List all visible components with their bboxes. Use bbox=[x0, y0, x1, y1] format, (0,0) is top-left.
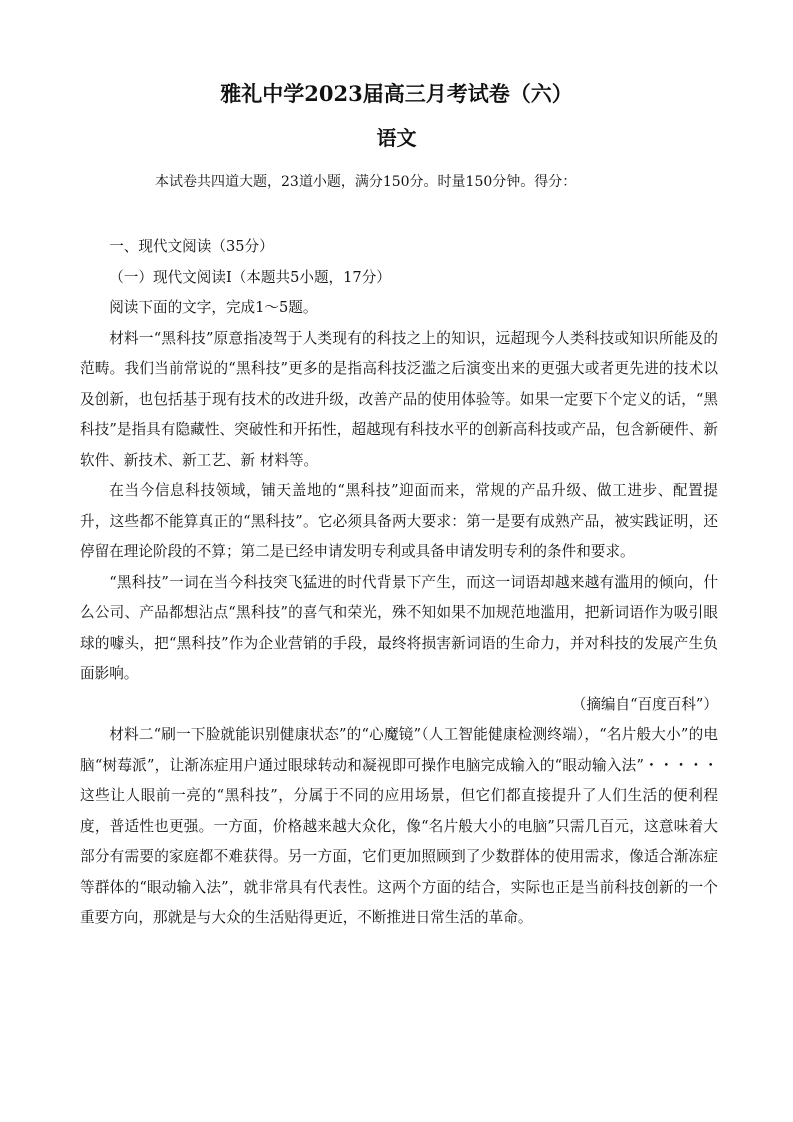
exam-title: 雅礼中学2023届高三月考试卷（六） bbox=[220, 81, 573, 106]
material-one-paragraph-1: 材料一“黑科技”原意指凌驾于人类现有的科技之上的知识，远超现今人类科技或知识所能及的范畴。我们当前常说的“黑科技”更多的是指高科技泛滥之后演变出来的更强大或者更先进的技术以及创新，也包括基于现有技术的改进升级，改善产品的使用体验等。如果一定要下个定义的话，“黑科技”是指具有隐藏性、突破性和开拓性，超越现有科技水平的创新高科技或产品，包含新硬件、新软件、新技术、新工艺、新 材料等。 bbox=[80, 329, 718, 469]
material-one-source: （摘编自“百度百科”） bbox=[571, 695, 718, 713]
sub-section-heading: （一）现代文阅读I（本题共5小题，17分） bbox=[109, 268, 391, 286]
material-one-paragraph-3: “黑科技”一词在当今科技突飞猛进的时代背景下产生，而这一词语却越来越有滥用的倾向，什么公司、产品都想沾点“黑科技”的喜气和荣光，殊不知如果不加规范地滥用，把新词语作为吸引眼球的噱头，把“黑科技”作为企业营销的手段，最终将损害新词语的生命力，并对科技的发展产生负面影响。 bbox=[80, 573, 718, 682]
material-two-paragraph-1: 材料二“刷一下脸就能识别健康状态”的“心魔镜”（人工智能健康检测终端），“名片般大小”的电脑“树莓派”，让渐冻症用户通过眼球转动和凝视即可操作电脑完成输入的“眼动输入法”・・・・・这些让人眼前一亮的“黑科技”，分属于不同的应用场景，但它们都直接提升了人们生活的便利程度，普适性也更强。一方面，价格越来越大众化，像“名片般大小的电脑”只需几百元，这意味着大部分有需要的家庭都不难获得。另一方面，它们更加照顾到了少数群体的使用需求，像适合渐冻症等群体的“眼动输入法”，就非常具有代表性。这两个方面的结合，实际也正是当前科技创新的一个重要方向，那就是与大众的生活贴得更近，不断推进日常生活的革命。 bbox=[80, 726, 718, 926]
material-one-paragraph-2: 在当今信息科技领域，铺天盖地的“黑科技”迎面而来，常规的产品升级、做工进步、配置提升，这些都不能算真正的“黑科技”。它必须具备两大要求：第一是要有成熟产品，被实践证明，还停留在理论阶段的不算；第二是已经申请发明专利或具备申请发明专利的条件和要求。 bbox=[80, 482, 718, 560]
subject-title: 语文 bbox=[376, 126, 417, 150]
reading-instruction: 阅读下面的文字，完成1～5题。 bbox=[109, 299, 318, 316]
exam-meta: 本试卷共四道大题，23道小题，满分150分。时量150分钟。得分： bbox=[155, 174, 577, 190]
exam-body bbox=[80, 232, 718, 934]
section-heading: 一、现代文阅读（35分） bbox=[109, 238, 274, 255]
